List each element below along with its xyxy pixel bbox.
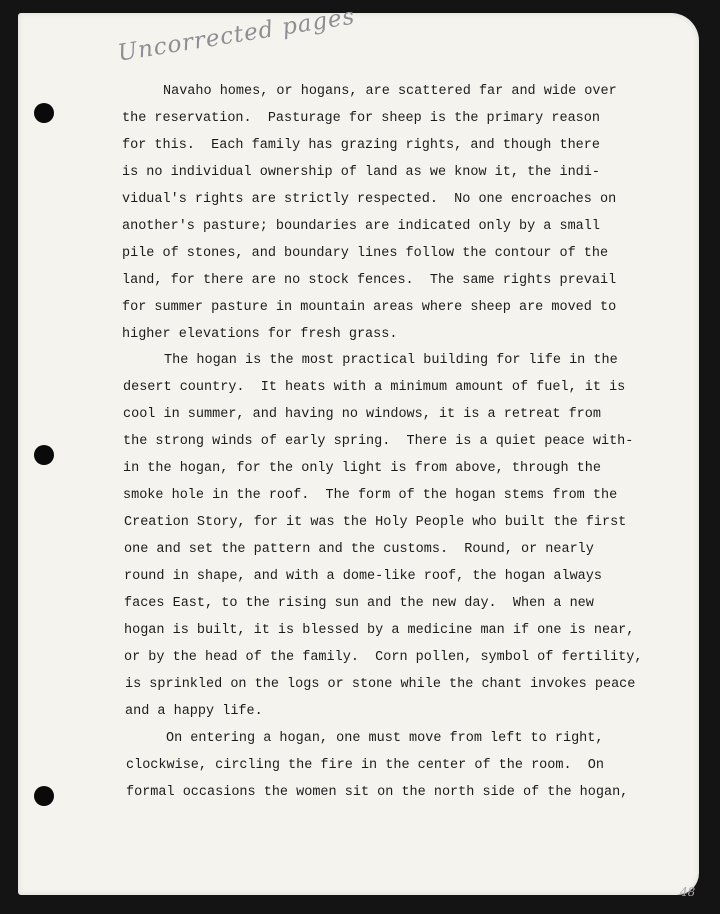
text-line: Creation Story, for it was the Holy People who built the first: [124, 515, 627, 530]
punch-hole-bottom: [34, 786, 54, 806]
text-line: round in shape, and with a dome-like roof, the hogan always: [124, 569, 602, 584]
text-line: and a happy life.: [125, 704, 263, 719]
text-line: The hogan is the most practical building for life in the: [164, 353, 618, 368]
text-line: desert country. It heats with a minimum amount of fuel, it is: [123, 380, 626, 395]
handwritten-annotation: Uncorrected pages: [116, 3, 357, 67]
punch-hole-middle: [34, 445, 54, 465]
text-line: vidual's rights are strictly respected. No one encroaches on: [122, 192, 617, 207]
text-line: hogan is built, it is blessed by a medicine man if one is near,: [124, 623, 635, 638]
text-line: On entering a hogan, one must move from left to right,: [166, 731, 604, 746]
text-line: higher elevations for fresh grass.: [122, 327, 398, 342]
text-line: or by the head of the family. Corn pollen, symbol of fertility,: [124, 650, 643, 665]
page-number: 48: [680, 885, 696, 899]
text-line: the strong winds of early spring. There is a quiet peace with-: [123, 434, 634, 449]
text-line: smoke hole in the roof. The form of the hogan stems from the: [123, 488, 618, 503]
text-line: one and set the pattern and the customs. Round, or nearly: [124, 542, 594, 557]
text-line: Navaho homes, or hogans, are scattered far and wide over: [163, 84, 617, 99]
text-line: pile of stones, and boundary lines follow the contour of the: [122, 246, 609, 261]
text-line: for summer pasture in mountain areas where sheep are moved to: [122, 300, 617, 315]
text-line: is sprinkled on the logs or stone while the chant invokes peace: [125, 677, 636, 692]
text-line: for this. Each family has grazing rights, and though there: [122, 138, 600, 153]
text-line: in the hogan, for the only light is from above, through the: [123, 461, 601, 476]
punch-hole-top: [34, 103, 54, 123]
text-line: land, for there are no stock fences. The same rights prevail: [122, 273, 617, 288]
text-line: cool in summer, and having no windows, it is a retreat from: [123, 407, 601, 422]
text-line: faces East, to the rising sun and the new day. When a new: [124, 596, 594, 611]
document-page: [18, 3, 699, 899]
text-line: formal occasions the women sit on the north side of the hogan,: [126, 785, 629, 800]
text-line: another's pasture; boundaries are indicated only by a small: [122, 219, 600, 234]
text-line: clockwise, circling the fire in the center of the room. On: [126, 758, 604, 773]
text-line: is no individual ownership of land as we know it, the indi-: [122, 165, 600, 180]
text-line: the reservation. Pasturage for sheep is the primary reason: [122, 111, 600, 126]
